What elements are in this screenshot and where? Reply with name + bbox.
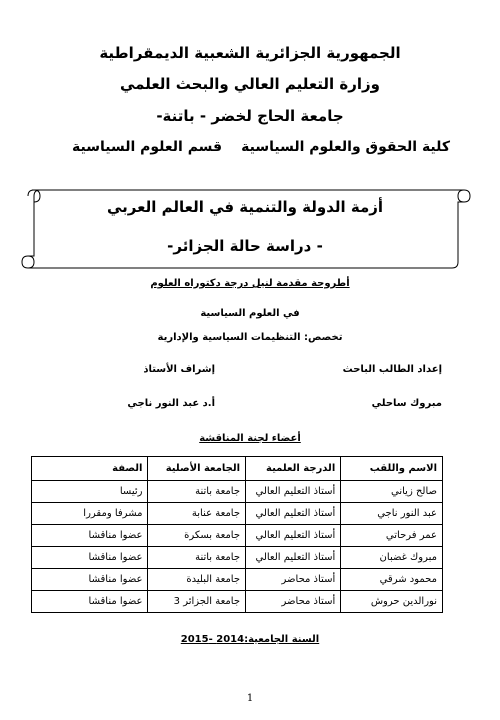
member-name: صالح زياني — [341, 481, 443, 503]
column-header-role: الصفة — [32, 457, 148, 481]
column-header-name: الاسم واللقب — [341, 457, 443, 481]
member-university: جامعة باتنة — [148, 481, 246, 503]
member-role: مشرفا ومقررا — [32, 503, 148, 525]
committee-table — [31, 456, 443, 613]
member-rank: أستاذ محاضر — [246, 591, 341, 613]
member-role: عضوا مناقشا — [32, 591, 148, 613]
thesis-specialization: تخصص: التنظيمات السياسية والإدارية — [157, 332, 343, 343]
ministry-title: وزارة التعليم العالي والبحث العلمي — [119, 75, 381, 93]
member-rank: أستاذ التعليم العالي — [246, 547, 341, 569]
table-row — [32, 569, 443, 591]
thesis-description: أطروحة مقدمة لنيل درجة دكتوراه العلوم — [150, 278, 350, 289]
table-row — [32, 591, 443, 613]
member-university: جامعة الجزائر 3 — [148, 591, 246, 613]
supervisor-name: أ.د عبد النور ناجي — [127, 398, 215, 409]
member-role: رئيسا — [32, 481, 148, 503]
department-title: قسم العلوم السياسية — [72, 139, 223, 155]
member-role: عضوا مناقشا — [32, 525, 148, 547]
column-header-university: الجامعة الأصلية — [148, 457, 246, 481]
table-row — [32, 525, 443, 547]
title-scroll-frame — [18, 182, 472, 272]
member-university: جامعة باتنة — [148, 547, 246, 569]
table-row — [32, 481, 443, 503]
member-role: عضوا مناقشا — [32, 569, 148, 591]
column-header-rank: الدرجة العلمية — [246, 457, 341, 481]
member-name: مبروك غضبان — [341, 547, 443, 569]
page-number: 1 — [246, 693, 254, 704]
member-name: محمود شرقي — [341, 569, 443, 591]
academic-year: السنة الجامعية:2014 -2015 — [180, 634, 320, 645]
republic-title: الجمهورية الجزائرية الشعبية الديمقراطية — [99, 44, 401, 62]
committee-header-row — [32, 457, 443, 481]
student-label: إعداد الطالب الباحث — [342, 364, 442, 375]
member-name: نورالدين حروش — [341, 591, 443, 613]
member-university: جامعة عنابة — [148, 503, 246, 525]
member-rank: أستاذ التعليم العالي — [246, 525, 341, 547]
member-name: عمر فرحاتي — [341, 525, 443, 547]
faculty-title: كلية الحقوق والعلوم السياسية — [241, 139, 450, 155]
member-university: جامعة بسكرة — [148, 525, 246, 547]
member-role: عضوا مناقشا — [32, 547, 148, 569]
university-title: جامعة الحاج لخضر - باتنة- — [156, 107, 344, 125]
thesis-subtitle: - دراسة حالة الجزائر- — [167, 237, 323, 255]
table-row — [32, 547, 443, 569]
scroll-border-graphic — [18, 182, 472, 272]
thesis-title: أزمة الدولة والتنمية في العالم العربي — [106, 198, 384, 216]
thesis-field: في العلوم السياسية — [200, 308, 300, 319]
supervisor-label: إشراف الأستاذ — [143, 364, 215, 375]
committee-heading: أعضاء لجنة المناقشة — [199, 433, 301, 444]
student-name: مبروك ساحلي — [371, 398, 442, 409]
member-name: عبد النور ناجي — [341, 503, 443, 525]
member-university: جامعة البليدة — [148, 569, 246, 591]
member-rank: أستاذ التعليم العالي — [246, 481, 341, 503]
table-row — [32, 503, 443, 525]
member-rank: أستاذ التعليم العالي — [246, 503, 341, 525]
member-rank: أستاذ محاضر — [246, 569, 341, 591]
